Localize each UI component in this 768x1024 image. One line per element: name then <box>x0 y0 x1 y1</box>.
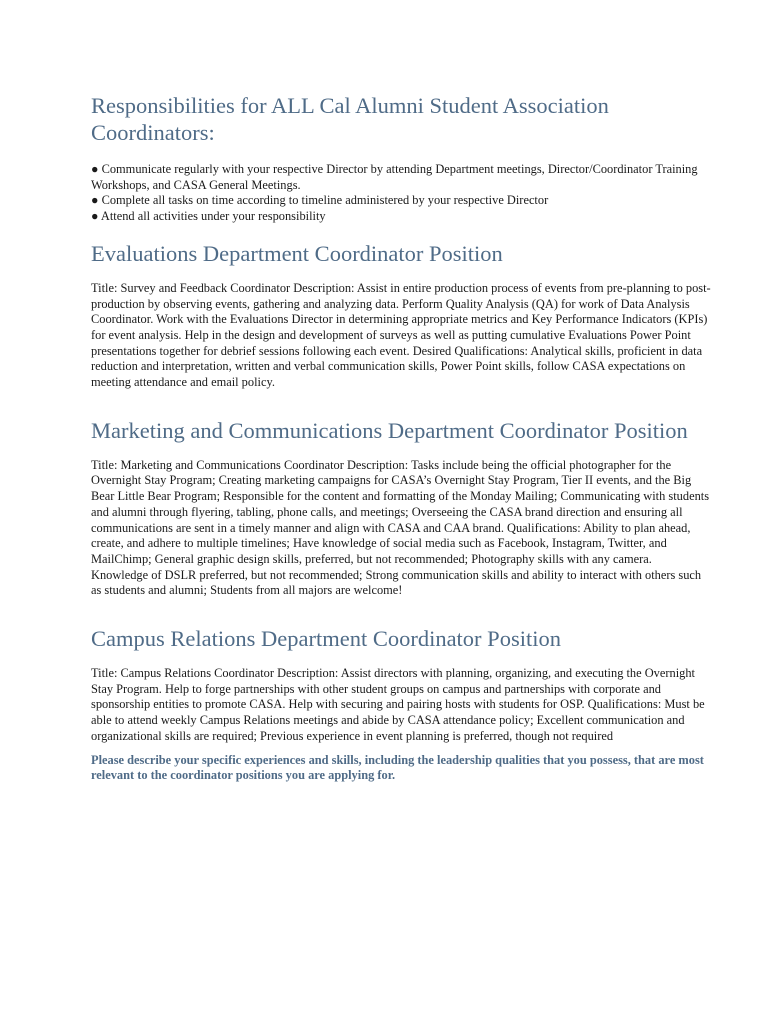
responsibilities-list <box>91 162 711 225</box>
page-title: Responsibilities for ALL Cal Alumni Student Association Coordinators: <box>91 93 609 145</box>
section-body-evaluations: Title: Survey and Feedback Coordinator Description: Assist in entire production process of events from pre-planning to post-production by observing events, gathering and analyzing data. Perform Quality Analysis (QA) for work of Data Analysis Coordinator. Work with the Evaluations Director in determining appropriate metrics and Key Performance Indicators (KPIs) for event analysis. Help in the design and development of surveys as well as putting cumulative Evaluations Power Point presentations together for debrief sessions following each event. Desired Qualifications: Analytical skills, proficient in data reduction and interpretation, written and verbal communication skills, Power Point skills, follow CASA expectations on meeting attendance and email policy. <box>91 280 711 390</box>
section-title-campus-relations: Campus Relations Department Coordinator Position <box>91 626 561 652</box>
list-item: ● Communicate regularly with your respective Director by attending Department meetings, Director/Coordinator Training Workshops, and CASA General Meetings. <box>91 162 698 192</box>
section-title-evaluations: Evaluations Department Coordinator Position <box>91 240 503 266</box>
section-body-marketing: Title: Marketing and Communications Coordinator Description: Tasks include being the official photographer for the Overnight Stay Program; Creating marketing campaigns for CASA’s Overnight Stay Program, Tier II events, and the Big Bear Little Bear Program; Responsible for the content and formatting of the Monday Mailing; Communicating with students and alumni through flyering, tabling, phone calls, and meetings; Overseeing the CASA brand direction and ensuring all communications are sent in a timely manner and align with CASA and CAA brand. Qualifications: Ability to plan ahead, create, and adhere to multiple timelines; Have knowledge of social media such as Facebook, Instagram, Twitter, and MailChimp; General graphic design skills, preferred, but not recommended; Photography skills with any camera. Knowledge of DSLR preferred, but not recommended; Strong communication skills and ability to interact with others such as students and alumni; Students from all majors are welcome! <box>91 457 710 598</box>
section-title-marketing: Marketing and Communications Department Coordinator Position <box>91 417 688 443</box>
document-page <box>91 92 711 784</box>
list-item: ● Complete all tasks on time according to timeline administered by your respective Director <box>91 193 549 208</box>
section-body-campus-relations: Title: Campus Relations Coordinator Description: Assist directors with planning, organizing, and executing the Overnight Stay Program. Help to forge partnerships with other student groups on campus and partnerships with corporate and sponsorship entities to promote CASA. Help with securing and pairing hosts with students for OSP. Qualifications: Must be able to attend weekly Campus Relations meetings and abide by CASA attendance policy; Excellent communication and organizational skills are required; Previous experience in event planning is preferred, though not required <box>91 666 705 743</box>
application-prompt: Please describe your specific experiences and skills, including the leadership qualities that you possess, that are most relevant to the coordinator positions you are applying for. <box>91 752 704 783</box>
list-item: ● Attend all activities under your responsibility <box>91 209 326 224</box>
